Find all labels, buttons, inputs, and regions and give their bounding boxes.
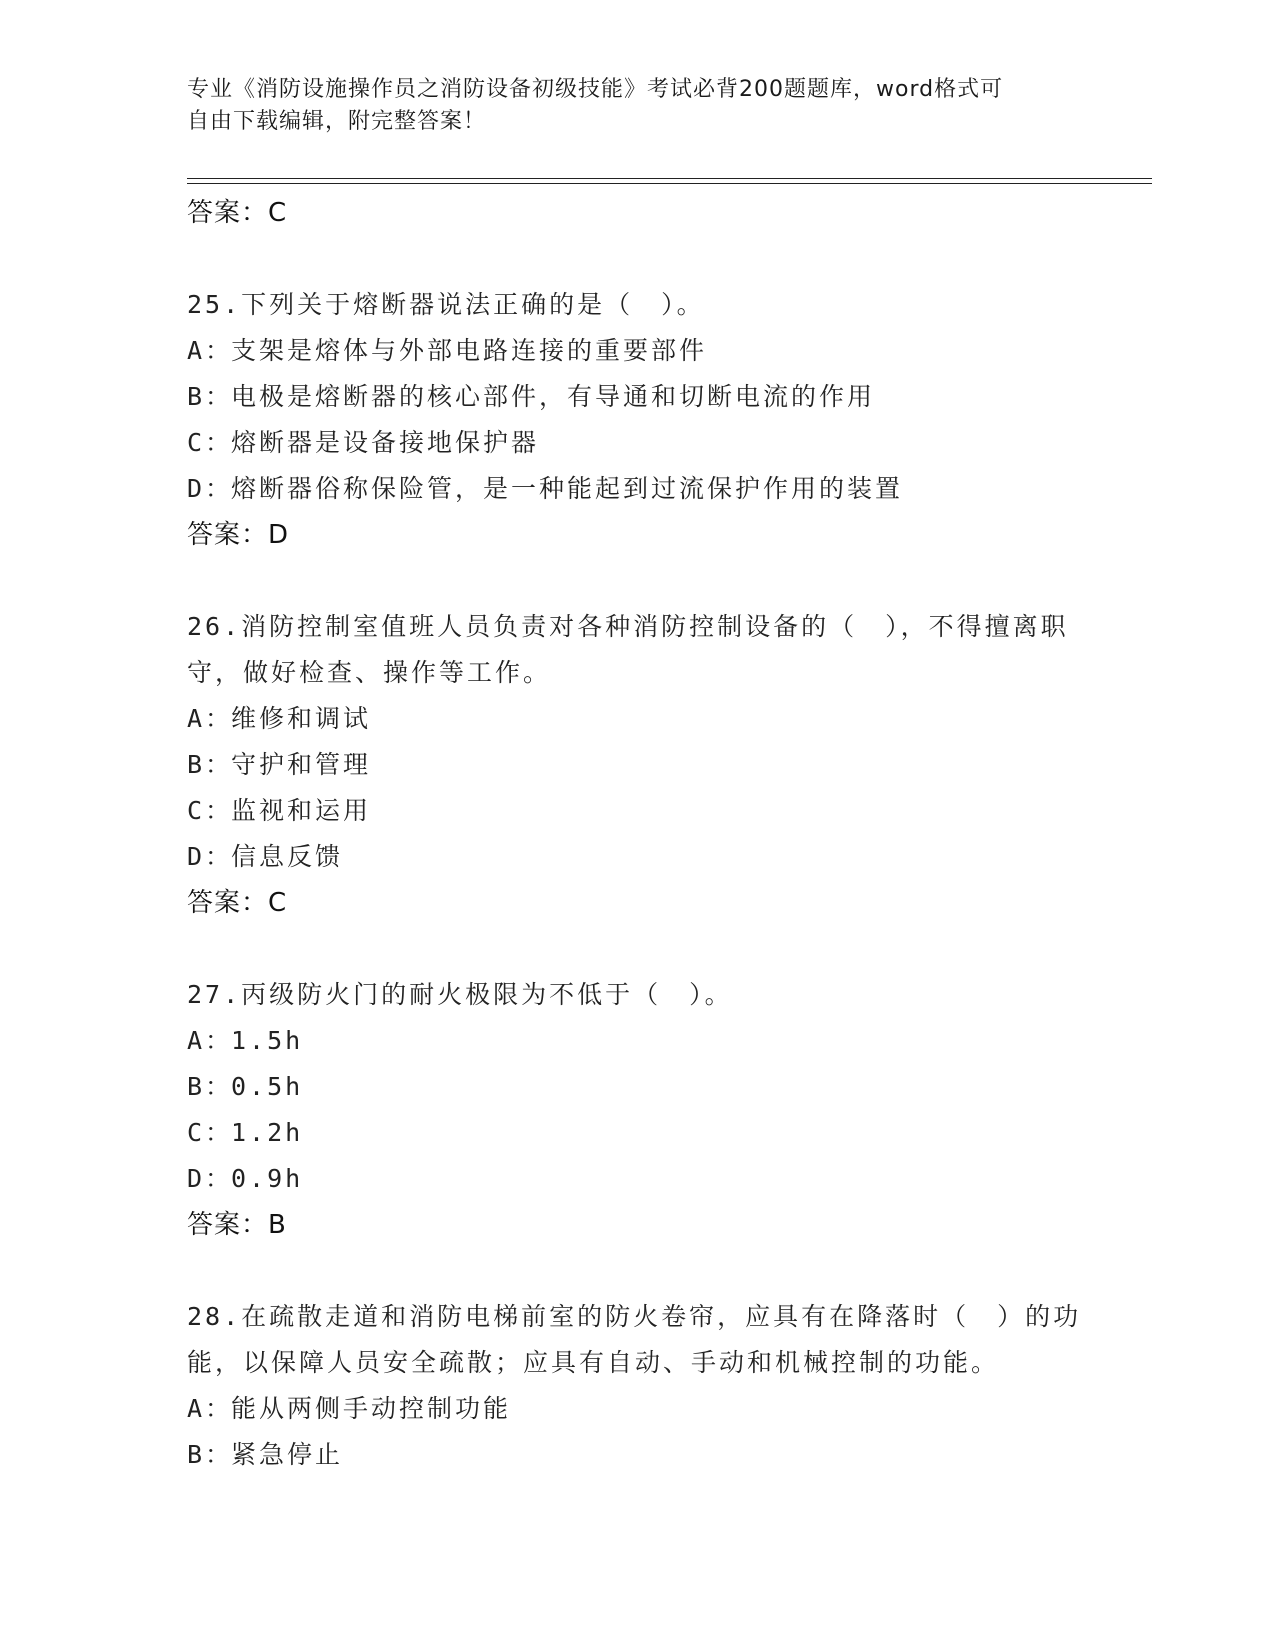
option-text: 熔断器俗称保险管，是一种能起到过流保护作用的装置: [231, 474, 904, 503]
option-text: 紧急停止: [231, 1440, 344, 1469]
option-b: [187, 1064, 1087, 1110]
document-header: [187, 74, 1067, 138]
option-label: C：: [187, 428, 234, 457]
option-b: [187, 742, 1087, 788]
option-text: 熔断器是设备接地保护器: [231, 428, 540, 457]
option-text: 能从两侧手动控制功能: [231, 1394, 512, 1423]
option-c: [187, 788, 1087, 834]
option-label: D：: [187, 1164, 234, 1193]
option-label: A：: [187, 1026, 234, 1055]
option-text: 信息反馈: [231, 842, 344, 871]
option-label: A：: [187, 704, 234, 733]
option-a: [187, 696, 1087, 742]
previous-answer: 答案：C: [187, 198, 288, 228]
option-text: 0.5h: [231, 1072, 304, 1101]
option-label: C：: [187, 796, 234, 825]
header-divider: [187, 178, 1152, 184]
option-label: B：: [187, 1072, 234, 1101]
question-text: 27.丙级防火门的耐火极限为不低于（ ）。: [187, 980, 733, 1009]
option-label: B：: [187, 1440, 234, 1469]
option-c: [187, 420, 1087, 466]
question-item: [187, 972, 1087, 1248]
option-text: 维修和调试: [231, 704, 372, 733]
option-d: [187, 1156, 1087, 1202]
answer-line: 答案：C: [187, 888, 288, 918]
option-d: [187, 466, 1087, 512]
option-a: [187, 1386, 1087, 1432]
question-list: [187, 190, 1087, 1478]
answer-line: 答案：B: [187, 1210, 287, 1240]
option-b: [187, 1432, 1087, 1478]
option-text: 1.2h: [231, 1118, 304, 1147]
header-line-2: 自由下载编辑，附完整答案！: [187, 109, 487, 134]
option-b: [187, 374, 1087, 420]
header-line-1: 专业《消防设施操作员之消防设备初级技能》考试必背200题题库，word格式可: [187, 77, 1004, 102]
option-text: 监视和运用: [231, 796, 372, 825]
question-text: 28.在疏散走道和消防电梯前室的防火卷帘，应具有在降落时（ ）的功能，以保障人员安全疏散；应具有自动、手动和机械控制的功能。: [187, 1302, 1082, 1377]
question-text: 25.下列关于熔断器说法正确的是（ ）。: [187, 290, 705, 319]
option-label: B：: [187, 382, 234, 411]
option-text: 电极是熔断器的核心部件，有导通和切断电流的作用: [231, 382, 876, 411]
option-text: 0.9h: [231, 1164, 304, 1193]
option-c: [187, 1110, 1087, 1156]
option-text: 支架是熔体与外部电路连接的重要部件: [231, 336, 708, 365]
option-label: C：: [187, 1118, 234, 1147]
question-item: [187, 604, 1087, 926]
question-text: 26.消防控制室值班人员负责对各种消防控制设备的（ ），不得擅离职守，做好检查、操作等工作。: [187, 612, 1069, 687]
question-item: [187, 1294, 1087, 1478]
option-text: 1.5h: [231, 1026, 304, 1055]
answer-line: 答案：D: [187, 520, 290, 550]
option-label: A：: [187, 336, 234, 365]
option-label: A：: [187, 1394, 234, 1423]
question-item: [187, 282, 1087, 558]
option-a: [187, 1018, 1087, 1064]
option-d: [187, 834, 1087, 880]
option-a: [187, 328, 1087, 374]
option-text: 守护和管理: [231, 750, 372, 779]
option-label: D：: [187, 474, 234, 503]
option-label: D：: [187, 842, 234, 871]
option-label: B：: [187, 750, 234, 779]
